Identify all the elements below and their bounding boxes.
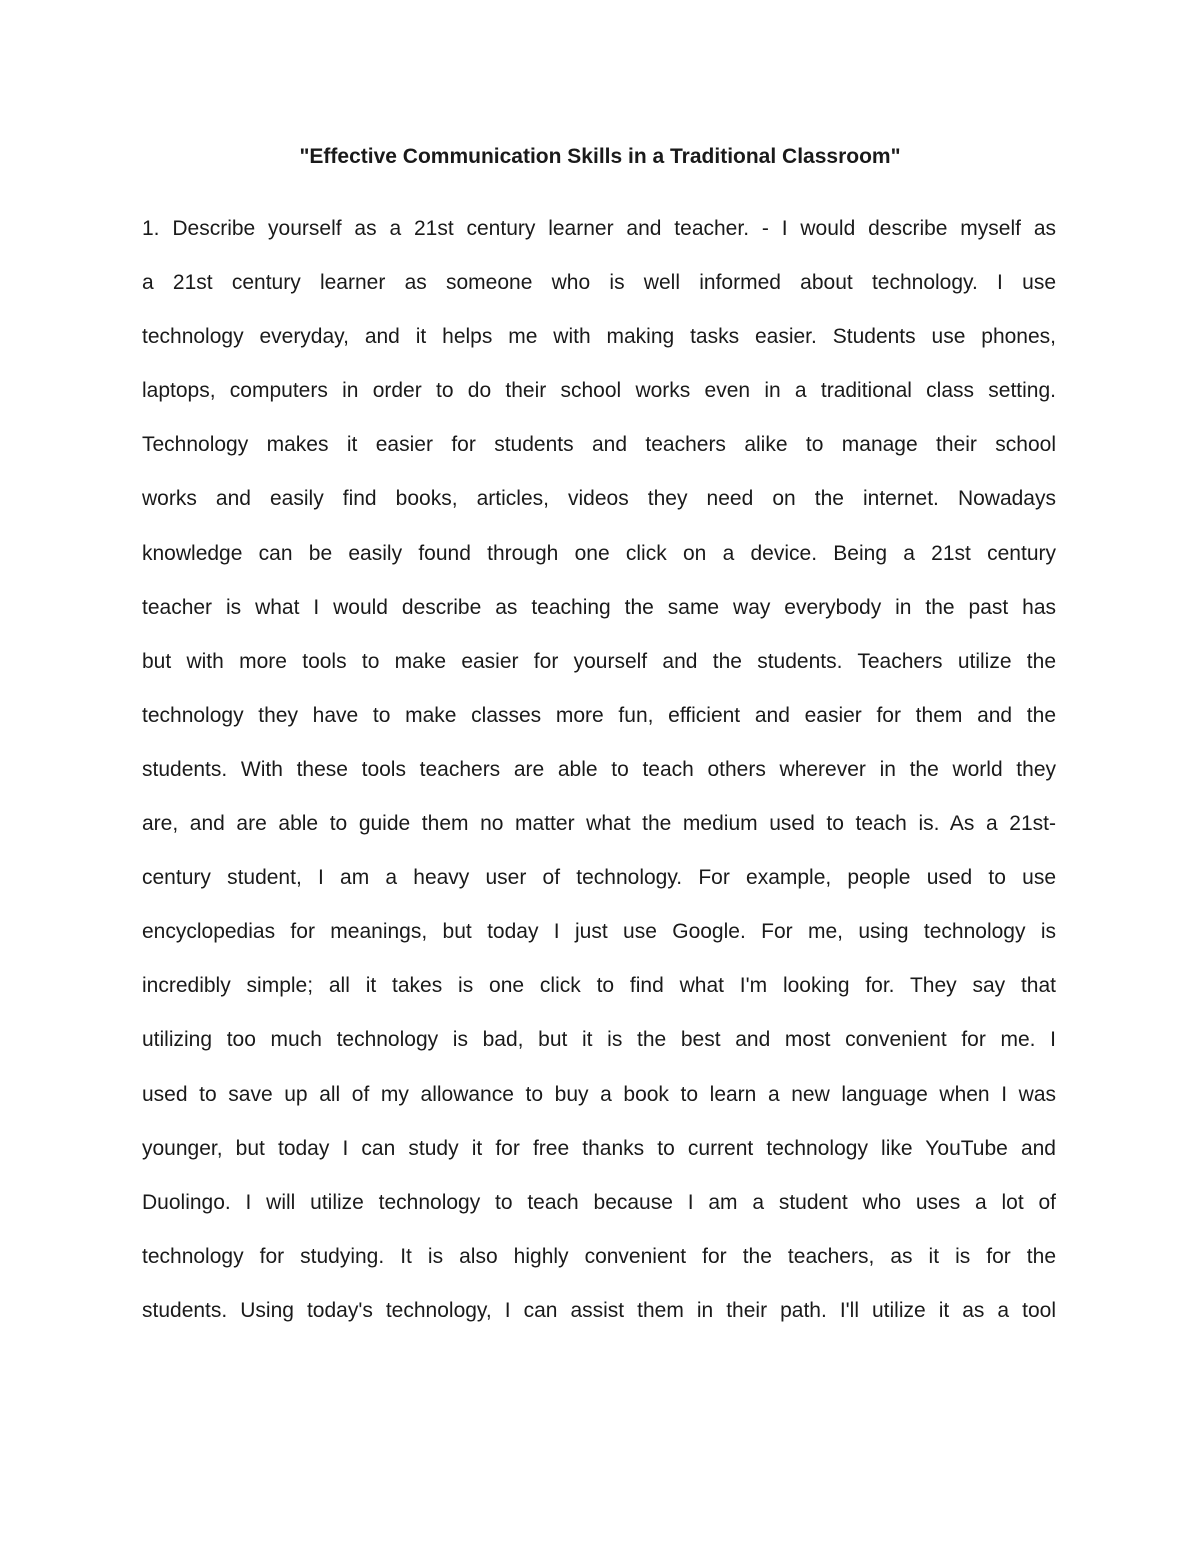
text-line: students. Using today's technology, I can assist them in their path. I'll utilize it as a tool [142, 1298, 1056, 1322]
text-line: Technology makes it easier for students and teachers alike to manage their school [142, 433, 1056, 457]
body-paragraph [142, 202, 1056, 1338]
text-line: used to save up all of my allowance to buy a book to learn a new language when I was [142, 1082, 1056, 1106]
text-line: utilizing too much technology is bad, but it is the best and most convenient for me. I [142, 1028, 1056, 1052]
text-line: encyclopedias for meanings, but today I just use Google. For me, using technology is [142, 920, 1056, 944]
text-line: Duolingo. I will utilize technology to teach because I am a student who uses a lot of [142, 1190, 1056, 1214]
text-line: technology for studying. It is also highly convenient for the teachers, as it is for the [142, 1244, 1056, 1268]
text-line: century student, I am a heavy user of technology. For example, people used to use [142, 866, 1056, 890]
text-line: works and easily find books, articles, videos they need on the internet. Nowadays [142, 487, 1056, 511]
text-line: a 21st century learner as someone who is well informed about technology. I use [142, 271, 1056, 295]
text-line: technology everyday, and it helps me with making tasks easier. Students use phones, [142, 325, 1056, 349]
document-title: "Effective Communication Skills in a Traditional Classroom" [299, 145, 901, 168]
text-line: laptops, computers in order to do their school works even in a traditional class setting. [142, 379, 1056, 403]
text-line: younger, but today I can study it for free thanks to current technology like YouTube and [142, 1136, 1056, 1160]
text-line: are, and are able to guide them no matter what the medium used to teach is. As a 21st- [142, 812, 1056, 836]
text-line: students. With these tools teachers are able to teach others wherever in the world they [142, 757, 1056, 781]
text-line: incredibly simple; all it takes is one click to find what I'm looking for. They say that [142, 974, 1056, 998]
text-line: teacher is what I would describe as teaching the same way everybody in the past has [142, 595, 1056, 619]
text-line: but with more tools to make easier for yourself and the students. Teachers utilize the [142, 649, 1056, 673]
text-line: knowledge can be easily found through one click on a device. Being a 21st century [142, 541, 1056, 565]
text-line: 1. Describe yourself as a 21st century learner and teacher. - I would describe myself as [142, 217, 1056, 240]
text-line: technology they have to make classes more fun, efficient and easier for them and the [142, 703, 1056, 727]
